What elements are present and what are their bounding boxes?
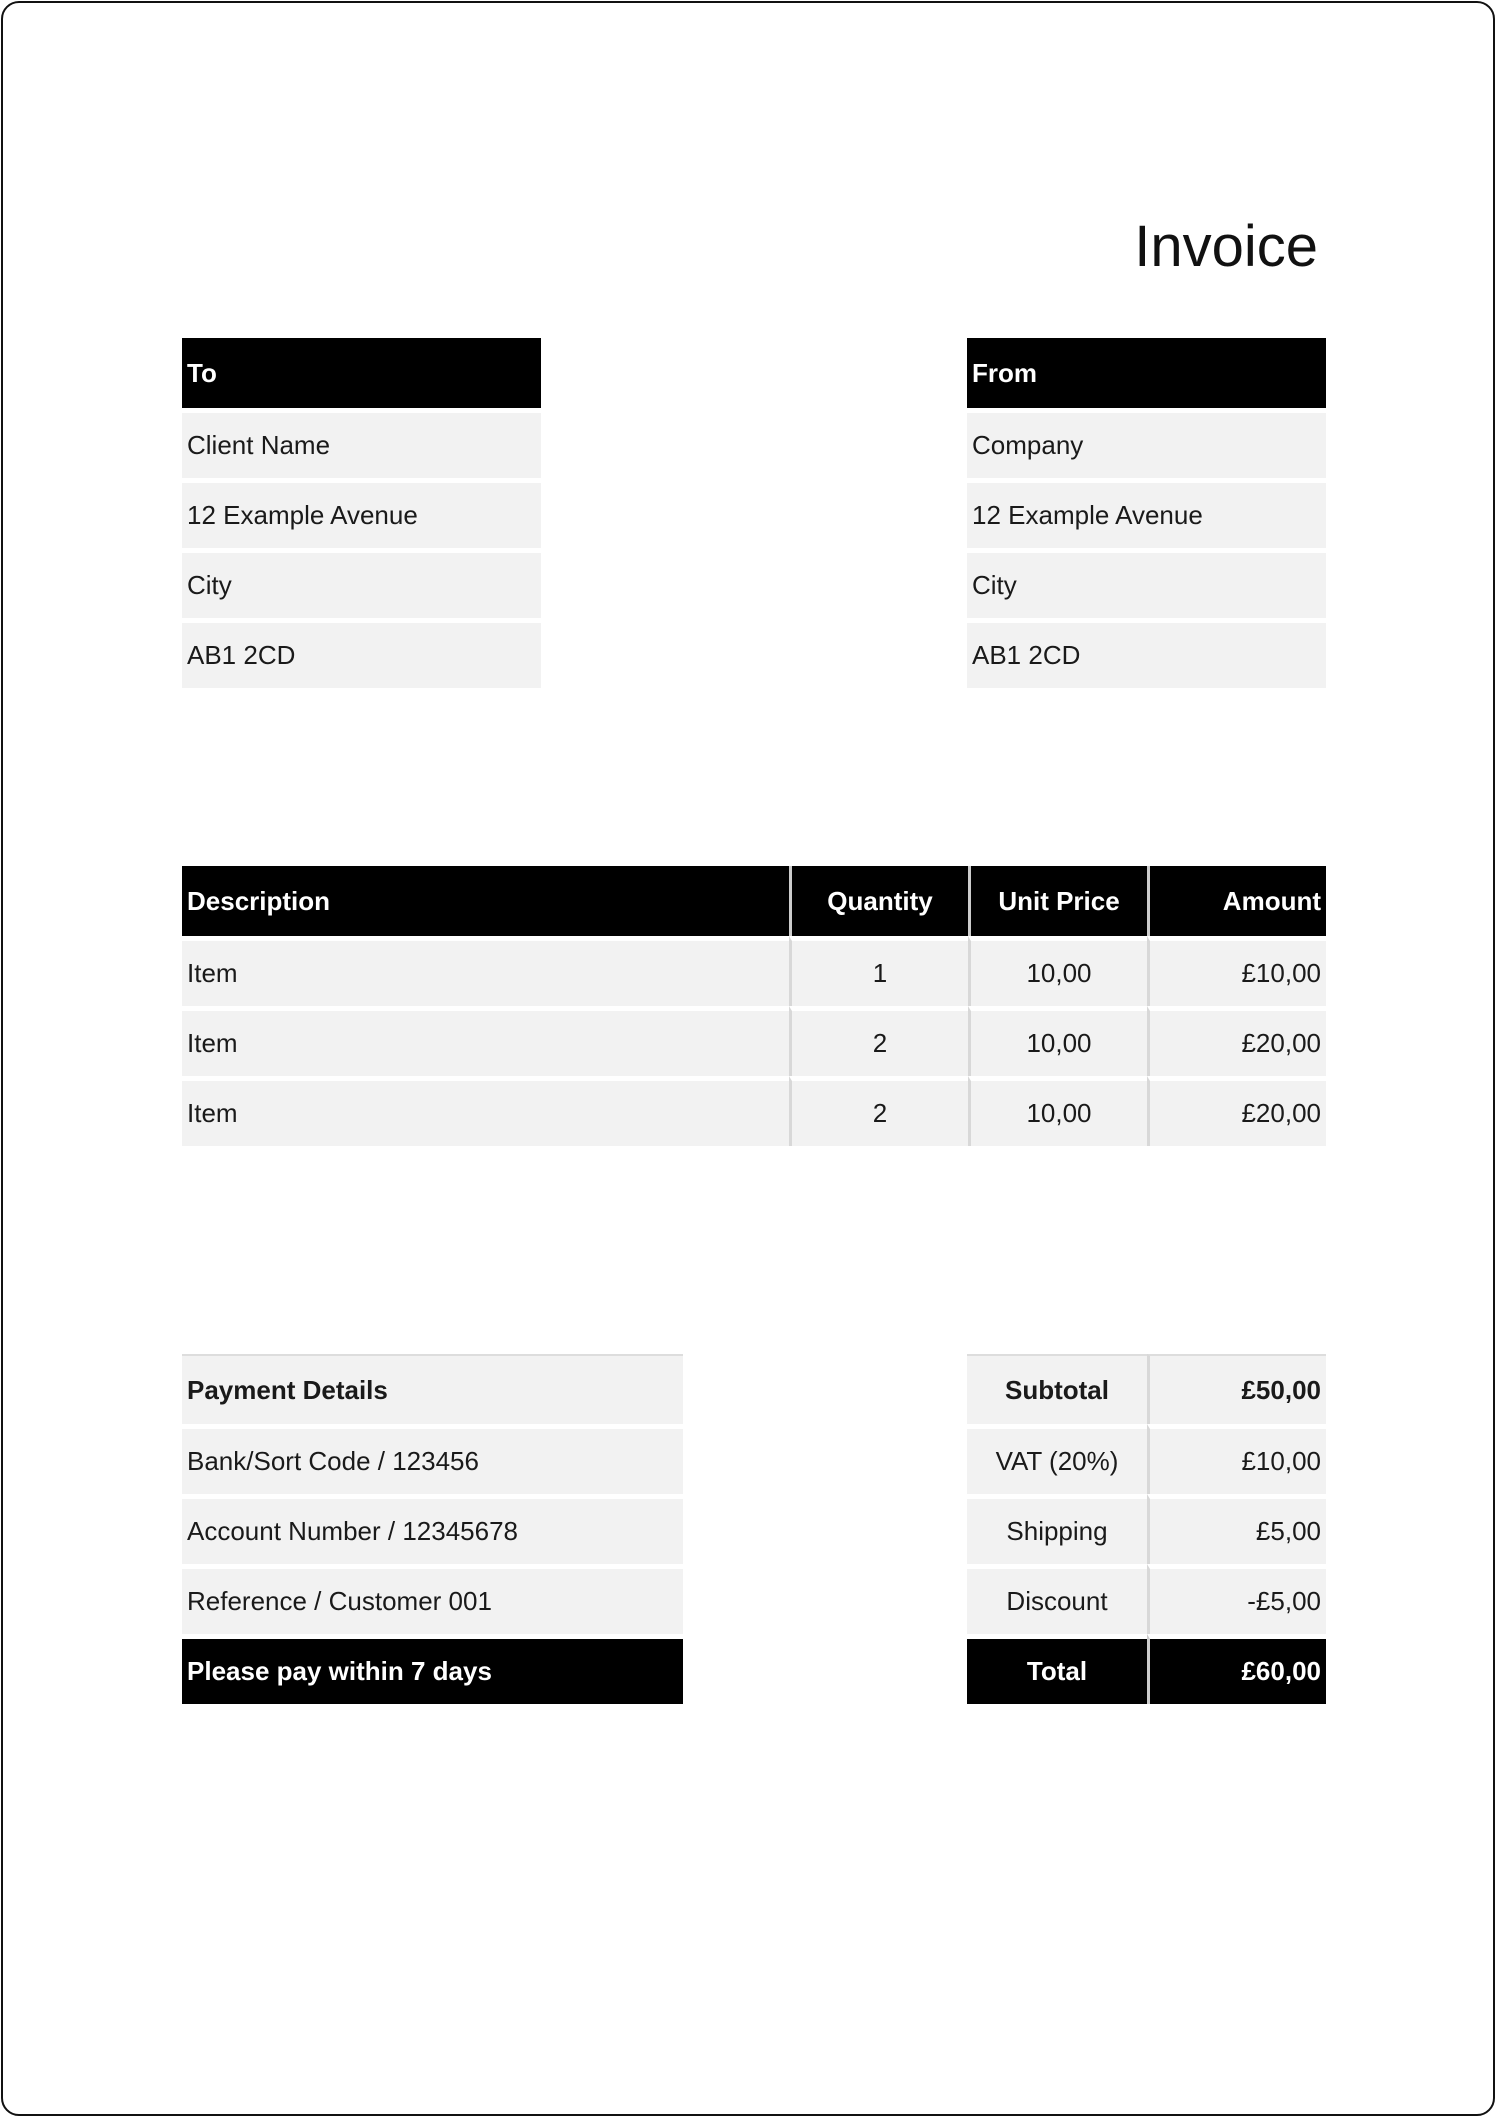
item-description: Item <box>182 936 789 1006</box>
amount-column-header: Amount <box>1147 866 1326 936</box>
from-line: 12 Example Avenue <box>967 478 1326 548</box>
discount-label: Discount <box>967 1564 1147 1634</box>
vat-value: £10,00 <box>1147 1424 1326 1494</box>
unit-price-column-header: Unit Price <box>968 866 1147 936</box>
from-line: AB1 2CD <box>967 618 1326 688</box>
to-header: To <box>182 338 541 408</box>
payment-details-heading: Payment Details <box>182 1354 683 1424</box>
item-amount: £20,00 <box>1147 1076 1326 1146</box>
to-address-table <box>182 338 541 688</box>
to-line: Client Name <box>182 408 541 478</box>
total-label: Total <box>967 1634 1147 1704</box>
from-line: Company <box>967 408 1326 478</box>
totals-table <box>967 1354 1326 1704</box>
description-column-header: Description <box>187 885 331 916</box>
payment-details-table <box>182 1354 683 1704</box>
subtotal-value: £50,00 <box>1147 1354 1326 1424</box>
subtotal-label: Subtotal <box>967 1354 1147 1424</box>
table-row <box>182 1006 1326 1076</box>
from-line: City <box>967 548 1326 618</box>
bank-sort-code: Bank/Sort Code / 123456 <box>182 1424 683 1494</box>
from-address-table <box>967 338 1326 688</box>
from-header: From <box>967 338 1326 408</box>
shipping-value: £5,00 <box>1147 1494 1326 1564</box>
item-unit-price: 10,00 <box>968 1006 1147 1076</box>
line-items-table <box>182 866 1326 1146</box>
total-value: £60,00 <box>1147 1634 1326 1704</box>
item-quantity: 2 <box>789 1006 968 1076</box>
invoice-title: Invoice <box>1134 214 1318 279</box>
vat-label: VAT (20%) <box>967 1424 1147 1494</box>
discount-value: -£5,00 <box>1147 1564 1326 1634</box>
quantity-column-header: Quantity <box>789 866 968 936</box>
items-header-row <box>182 866 1326 936</box>
to-line: City <box>182 548 541 618</box>
item-quantity: 2 <box>789 1076 968 1146</box>
item-unit-price: 10,00 <box>968 936 1147 1006</box>
account-number: Account Number / 12345678 <box>182 1494 683 1564</box>
to-line: AB1 2CD <box>182 618 541 688</box>
item-description: Item <box>182 1006 789 1076</box>
table-row <box>182 936 1326 1006</box>
item-description: Item <box>182 1076 789 1146</box>
item-amount: £10,00 <box>1147 936 1326 1006</box>
item-quantity: 1 <box>789 936 968 1006</box>
payment-terms-note: Please pay within 7 days <box>182 1634 683 1704</box>
payment-reference: Reference / Customer 001 <box>182 1564 683 1634</box>
table-row <box>182 1076 1326 1146</box>
to-line: 12 Example Avenue <box>182 478 541 548</box>
item-unit-price: 10,00 <box>968 1076 1147 1146</box>
item-amount: £20,00 <box>1147 1006 1326 1076</box>
shipping-label: Shipping <box>967 1494 1147 1564</box>
